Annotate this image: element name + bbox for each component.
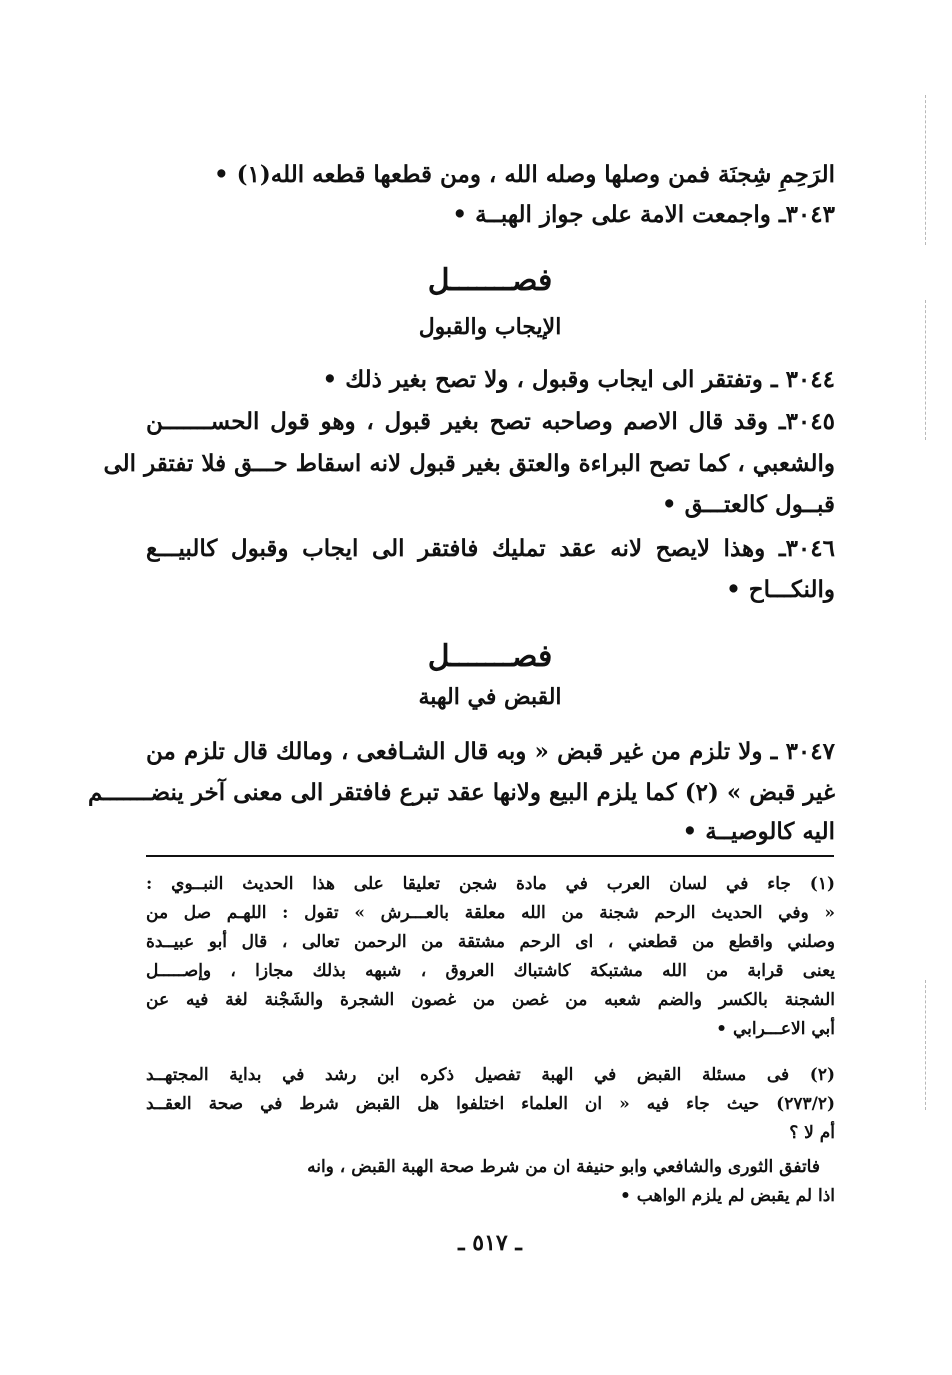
body-line: والنكـــاح •: [726, 576, 835, 603]
footnote-line: الشجنة بالكسر والضم شعبه من غصن من غصون الشجرة والشَجْنة لغة فيه عن: [146, 990, 835, 1010]
footnote-line: وصلني واقطع من قطعني ، اى الرحم مشتقة من الرحمن تعالى ، قال أبو عبيــدة: [146, 932, 835, 952]
section-subtitle: الإيجاب والقبول: [418, 314, 562, 340]
body-line: ٣٠٤٥ـ وقد قال الاصم وصاحبه تصح بغير قبول ، وهو قول الحســـــــن: [146, 408, 835, 435]
body-line: الرَحِمِ شِجنَة فمن وصلها وصله الله ، ومن قطعها قطعه الله(١) •: [213, 161, 835, 188]
page-number: ـ ٥١٧ ـ: [458, 1230, 522, 1256]
footnote-line: اذا لم يقبض لم يلزم الواهب •: [620, 1186, 835, 1206]
scan-edge-mark: [925, 300, 926, 440]
footnote-line: (٢٧٣/٢) حيث جاء فيه « ان العلماء اختلفوا هل القبض شرط في صحة العقــد: [146, 1094, 835, 1114]
footnote-line: « وفي الحديث الرحم شجنة من الله معلقة بالعـــرش » تقول : اللهـم صل من: [146, 903, 835, 923]
section-subtitle: القبض في الهبة: [418, 684, 562, 710]
footnote-line: (١) جاء في لسان العرب في مادة شجن تعليقا على هذا الحديث النبــوي :: [146, 874, 835, 894]
footnote-line: فاتفق الثورى والشافعي وابو حنيفة ان من شرط صحة الهبة القبض ، وانه: [307, 1157, 820, 1177]
body-line: ٣٠٤٧ ـ ولا تلزم من غير قبض « وبه قال الشـافعى ، ومالك قال تلزم من: [146, 738, 835, 765]
body-line: اليه كالوصيــة •: [682, 818, 835, 845]
footnote-line: (٢) فى مسئلة القبض في الهبة تفصيل ذكره ابن رشد في بداية المجتهــد: [146, 1065, 835, 1085]
footnote-line: أم لا ؟: [789, 1123, 835, 1143]
body-line: غير قبض » (٢) كما يلزم البيع ولانها عقد تبرع فافتقر الى معنى آخر ينضـــــــم: [88, 779, 835, 806]
body-line: ٣٠٤٤ ـ وتفتقر الى ايجاب وقبول ، ولا تصح بغير ذلك •: [322, 366, 835, 393]
body-line: ٣٠٤٦ـ وهذا لايصح لانه عقد تمليك فافتقر الى ايجاب وقبول كالبيـــع: [146, 535, 835, 562]
footnote-separator: [146, 855, 834, 857]
footnote-line: يعنى قرابة من الله مشتبكة كاشتباك العروق ، شبهه بذلك مجازا ، وإصـــــل: [146, 961, 835, 981]
body-line: والشعبي ، كما تصح البراءة والعتق بغير قبول لانه اسقاط حـــق فلا تفتقر الى: [103, 450, 835, 477]
body-line: قبــول كالعتـــق •: [661, 491, 835, 518]
footnote-line: أبي الاعـــرابي •: [716, 1019, 835, 1039]
section-title: فصـــــــل: [427, 639, 553, 674]
scan-edge-mark: [925, 95, 926, 245]
body-line: ٣٠٤٣ـ واجمعت الامة على جواز الهبــة •: [452, 201, 835, 228]
scan-edge-mark: [925, 980, 926, 1110]
section-title: فصـــــــل: [427, 263, 553, 298]
